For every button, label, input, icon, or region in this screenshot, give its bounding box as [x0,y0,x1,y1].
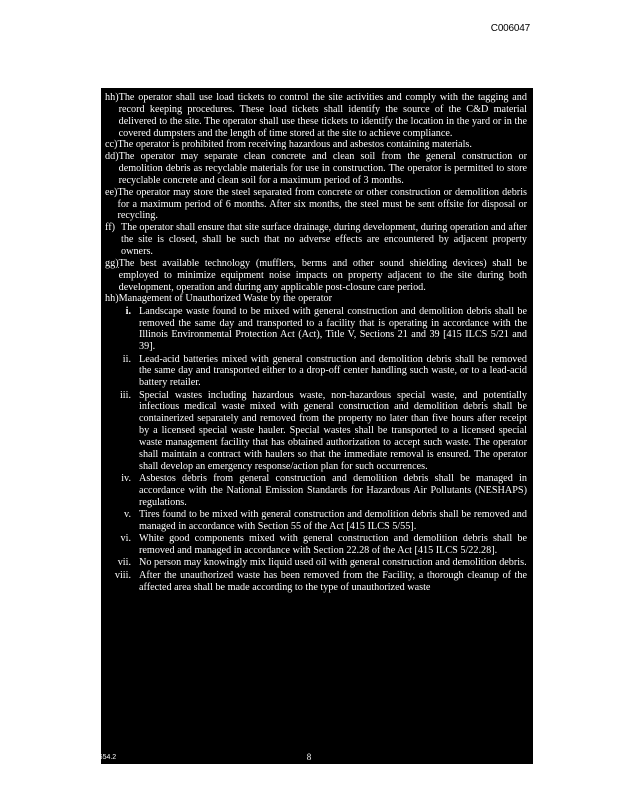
condition-label: ff) [105,222,115,234]
subitem-text: Special wastes including hazardous waste, non-hazardous special waste, and potentially infectious medical waste mixed with general construction and demolition debris shall be containerized separately and removed from the property no later than five hours after receipt by a licensed special waste hauler. Special wastes shall be transported to a licensed special waste management facility that has obtained authorization to accept such waste. The operator shall maintain a contract with haulers so that the immediate removal is ensured. The operator shall develop an emergency response/action plan for such occurrences. [139,389,527,472]
condition-text: The best available technology (mufflers, berms and other sound shielding devices) shall be employed to minimize equipment noise impacts on property adjacent to the site during both development, operation and during any applicable post-closure care period. [118,257,527,293]
subitem-text: Landscape waste found to be mixed with general construction and demolition debris shall be removed the same day and transported to a facility that is operating in accordance with the Illinois Environmental Protection Act (Act), Title V, Sections 21 and 39 [415 ILCS 5/21 and 39]. [139,305,527,353]
condition-label: hh) [105,293,119,305]
condition-label: hh) [105,92,119,103]
document-body [101,88,533,764]
subitem-label: viii. [114,569,131,581]
subitem-vi [105,533,527,557]
subitem-i [105,306,527,353]
subitem-ii [105,354,527,390]
subitem-iii [105,390,527,473]
condition-text: The operator is prohibited from receiving hazardous and asbestos containing materials. [117,139,472,151]
subitem-label: vi. [120,533,131,545]
footer-file-id: 568654.2 [87,754,117,761]
condition-label: cc) [105,139,118,151]
subitem-text: White good components mixed with general construction and demolition debris shall be removed and managed in accordance with Section 22.28 of the Act [415 ILCS 5/22.28]. [139,533,527,557]
subitem-v [105,509,527,533]
subitem-label: vii. [117,557,131,569]
subitem-viii [105,570,527,594]
document-id: C006047 [490,23,530,34]
condition-text: The operator may separate clean concrete and clean soil from the general construction or demolition debris as recyclable materials for use in construction. The operator is permitted to store recyclable concrete and clean soil for a maximum period of 3 months. [118,151,527,186]
subitem-text: Lead-acid batteries mixed with general construction and demolition debris shall be removed the same day and transported either to a drop-off center handling such waste, or to a lead-acid battery retailer. [139,353,527,389]
condition-label: ee) [105,186,118,198]
subitem-label: iv. [121,473,131,484]
subitem-vii [105,557,527,569]
condition-text: The operator shall ensure that site surface drainage, during development, during operation and after the site is closed, shall be such that no adverse effects are encountered by adjacent property owners. [121,222,527,257]
condition-item-ee [105,187,527,223]
subitem-iv [105,473,527,509]
subitem-text: After the unauthorized waste has been removed from the Facility, a thorough cleanup of the affected area shall be made according to the type of unauthorized waste [139,569,527,593]
subitem-label: i. [125,305,131,317]
condition-item-dd [105,151,527,187]
condition-label: dd) [105,151,119,163]
subitem-label: v. [124,509,131,521]
subitem-text: Asbestos debris from general construction and demolition debris shall be managed in accordance with the National Emission Standards for Hazardous Air Pollutants (NESHAPS) regulations. [139,473,527,508]
page-number: 8 [306,752,312,762]
subitem-text: No person may knowingly mix liquid used oil with general construction and demolition debris. [139,557,527,569]
condition-item-cc [105,139,527,151]
condition-text: The operator may store the steel separated from concrete or other construction or demolition debris for a maximum period of 6 months. After six months, the steel must be sent offsite for disposal or recycling. [117,186,527,222]
condition-list [101,88,533,593]
condition-label: gg) [105,257,119,269]
subitem-text: Tires found to be mixed with general construction and demolition debris shall be removed and managed in accordance with Section 55 of the Act [415 ILCS 5/55]. [139,509,527,532]
condition-text: The operator shall use load tickets to control the site activities and comply with the tagging and record keeping procedures. These load tickets shall identify the source of the C&D material delivered to the site. The operator shall use these tickets to identify the location in the yard or in the covered dumpsters and the length of time stored at the site to achieve compliance. [118,92,527,139]
subitem-label: ii. [122,353,131,365]
condition-text: Management of Unauthorized Waste by the operator [118,293,333,305]
condition-item-gg [105,258,527,294]
condition-item-hh-unauthorized-waste [105,293,527,305]
condition-item-ff [105,222,527,258]
subitem-label: iii. [119,389,131,401]
condition-item-hh [105,92,527,139]
